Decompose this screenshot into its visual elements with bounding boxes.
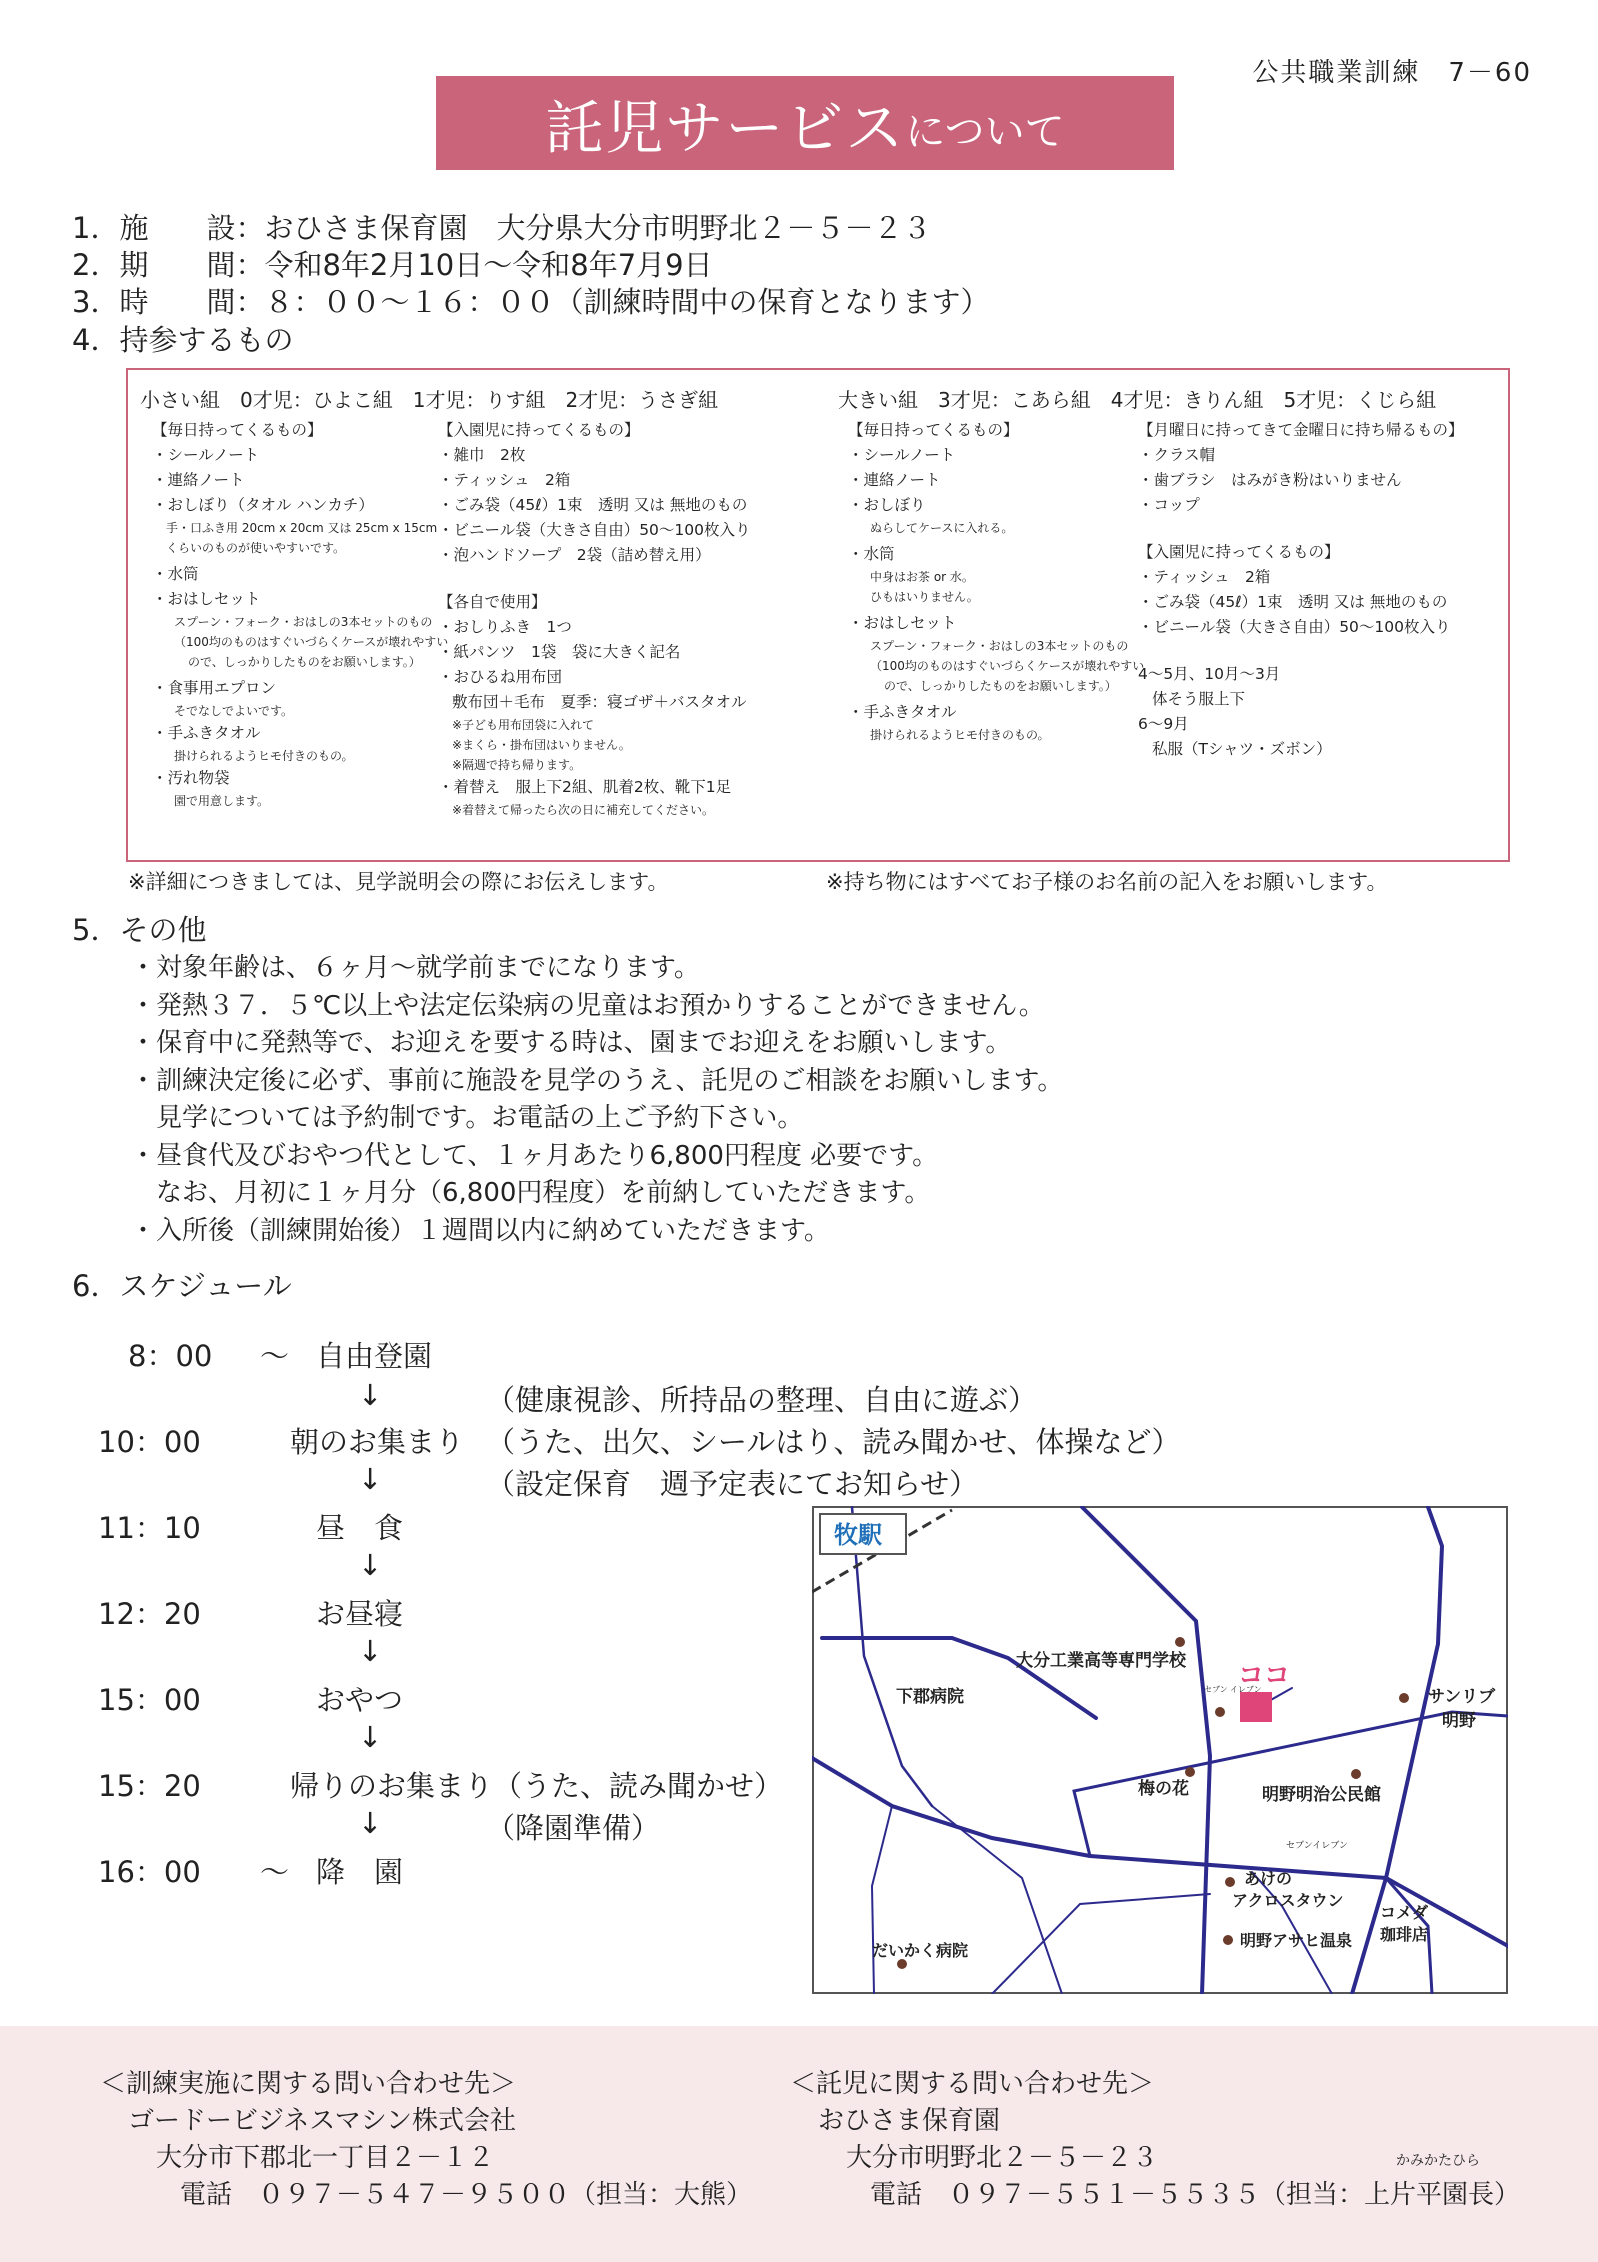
contact-company: おひさま保育園 <box>818 2106 1001 2136</box>
list-note: くらいのものが使いやすいです。 <box>166 541 346 555</box>
list-item: ・水筒 <box>152 565 199 583</box>
list-item: ・雑巾 2枚 <box>438 446 526 464</box>
school-dot <box>1175 1637 1185 1647</box>
list-heading: 【月曜日に持ってきて金曜日に持ち帰るもの】 <box>1138 421 1464 439</box>
asahi-dot <box>1223 1935 1233 1945</box>
list-item: ・手ふきタオル <box>152 724 261 742</box>
list-item: ・対象年齢は、６ヶ月～就学前までになります。 <box>130 953 700 983</box>
list-item: ・おはしセット <box>848 614 957 632</box>
contact-address: 大分市下郡北一丁目２－１２ <box>156 2143 495 2173</box>
list-item: ・おしぼり（タオル ハンカチ） <box>152 496 374 514</box>
akeno-dot <box>1225 1877 1235 1887</box>
list-item: ・シールノート <box>152 446 260 464</box>
list-note: 私服（Tシャツ・ズボン） <box>1152 740 1332 758</box>
other-heading: 5．その他 <box>72 913 207 947</box>
seven-dot <box>1215 1707 1225 1717</box>
map-seven1-label: セブン イレブン <box>1204 1685 1262 1694</box>
schedule-activity: 帰りのお集まり（うた、読み聞かせ） <box>290 1769 784 1803</box>
list-heading: 【毎日持ってくるもの】 <box>152 421 323 439</box>
list-item: ・ごみ袋（45ℓ）1束 透明 又は 無地のもの <box>1138 593 1448 611</box>
schedule-note: （降園準備） <box>486 1811 661 1845</box>
childcare-contact <box>790 2066 1520 2214</box>
map-asahi-label: 明野アサヒ温泉 <box>1240 1933 1353 1950</box>
list-item: ・ビニール袋（大きさ自由）50～100枚入り <box>438 521 751 539</box>
arrow-icon: ↓ <box>358 1462 383 1496</box>
list-item: 見学については予約制です。お電話の上ご予約下さい。 <box>130 1103 804 1133</box>
small-daily-list <box>152 418 448 811</box>
map-komeda-label: コメダ <box>1380 1905 1429 1922</box>
contact-footer <box>0 2026 1598 2262</box>
list-item: ・コップ <box>1138 496 1200 514</box>
list-note: ※隔週で持ち帰ります。 <box>452 758 582 772</box>
other-list <box>130 950 1063 1250</box>
list-note: 手・口ふき用 20cm x 20cm 又は 25cm x 15cm <box>166 521 438 535</box>
list-item: ・紙パンツ 1袋 袋に大きく記名 <box>438 643 681 661</box>
page-title: 託児サービス <box>545 94 906 162</box>
list-item: ・泡ハンドソープ 2袋（詰め替え用） <box>438 546 711 564</box>
map-daikaku-label: だいかく病院 <box>872 1943 969 1960</box>
schedule-time: 16：00 <box>98 1855 201 1889</box>
small-newcomer-list <box>438 418 751 820</box>
item-hours: 3．時 間：８：００～１６：００（訓練時間中の保育となります） <box>72 285 990 319</box>
contact-heading: ＜託児に関する問い合わせ先＞ <box>790 2069 1155 2099</box>
list-note: ※子ども用布団袋に入れて <box>452 718 595 732</box>
list-item: 4～5月、10月～3月 <box>1138 665 1281 683</box>
item-belongings: 4．持参するもの <box>72 323 294 357</box>
list-item: ・シールノート <box>848 446 956 464</box>
list-item: ・保育中に発熱等で、お迎えを要する時は、園までお迎えをお願いします。 <box>130 1028 1012 1058</box>
list-item: ・食事用エプロン <box>152 679 277 697</box>
list-heading: 【入園児に持ってくるもの】 <box>1138 543 1340 561</box>
list-item: ・入所後（訓練開始後）１週間以内に納めていただきます。 <box>130 1215 830 1246</box>
schedule-activity: お昼寝 <box>316 1597 404 1631</box>
schedule-time: 12：20 <box>98 1597 201 1631</box>
schedule-tilde: ～ <box>260 1339 290 1373</box>
map-akeno2-label: アクロスタウン <box>1232 1893 1344 1910</box>
schedule-activity: 昼 食 <box>316 1511 404 1545</box>
list-item: ・おはしセット <box>152 590 261 608</box>
list-item: ・汚れ物袋 <box>152 769 230 787</box>
list-item: ・おしぼり <box>848 496 926 514</box>
small-group-heading: 小さい組 0才児：ひよこ組 1才児：りす組 2才児：うさぎ組 <box>140 388 719 412</box>
list-note: ぬらしてケースに入れる。 <box>870 521 1014 535</box>
list-note: 掛けられるようヒモ付きのもの。 <box>870 728 1050 742</box>
map-here-label: ココ <box>1238 1660 1291 1690</box>
list-item: ・ティッシュ 2箱 <box>438 471 571 489</box>
map-sunlive-label: サンリブ <box>1428 1687 1496 1706</box>
here-marker <box>1240 1692 1272 1722</box>
list-heading: 【入園児に持ってくるもの】 <box>438 421 640 439</box>
list-heading: 【毎日持ってくるもの】 <box>848 421 1019 439</box>
list-item: ・水筒 <box>848 545 895 563</box>
list-item: ・発熱３７．５℃以上や法定伝染病の児童はお預かりすることができません。 <box>130 990 1045 1021</box>
belongings-box <box>126 368 1510 862</box>
item-facility: 1．施 設：おひさま保育園 大分県大分市明野北２－５－２３ <box>72 211 932 245</box>
schedule-time: 15：20 <box>98 1769 201 1803</box>
umenohana-dot <box>1185 1767 1195 1777</box>
list-note: （100均のものはすぐいづらくケースが壊れやすい <box>174 635 449 649</box>
schedule-time: 11：10 <box>98 1511 201 1545</box>
arrow-icon: ↓ <box>358 1806 383 1840</box>
large-weekly-list <box>1138 418 1464 762</box>
schedule-activity: おやつ <box>316 1683 404 1717</box>
list-item: ・訓練決定後に必ず、事前に施設を見学のうえ、託児のご相談をお願いします。 <box>130 1065 1064 1096</box>
contact-address: 大分市明野北２－５－２３ <box>846 2143 1159 2173</box>
list-note: 掛けられるようヒモ付きのもの。 <box>174 749 354 763</box>
schedule-activity: 降 園 <box>316 1855 404 1889</box>
list-note: ので、しっかりしたものをお願いします。） <box>188 655 421 669</box>
list-note: ※着替えて帰ったら次の日に補充してください。 <box>452 803 715 817</box>
list-item: ・連絡ノート <box>848 471 941 489</box>
list-note: スプーン・フォーク・おはしの3本セットのもの <box>870 639 1129 653</box>
map-akeno-label: あけの <box>1244 1871 1293 1888</box>
list-item: 6～9月 <box>1138 715 1189 733</box>
schedule-tilde: ～ <box>260 1855 290 1889</box>
contact-phone: 電話 ０９７－５５１－５５３５（担当：上片平園長） <box>870 2180 1521 2210</box>
item-period: 2．期 間：令和8年2月10日～令和8年7月9日 <box>72 248 713 282</box>
list-item: ・ビニール袋（大きさ自由）50～100枚入り <box>1138 618 1451 636</box>
schedule-heading: 6．スケジュール <box>72 1269 292 1303</box>
list-item: ・クラス帽 <box>1138 446 1216 464</box>
list-note: 中身はお茶 or 水。 <box>870 570 974 584</box>
list-item: ・ごみ袋（45ℓ）1束 透明 又は 無地のもの <box>438 496 748 514</box>
map-seven2-label: セブンイレブン <box>1286 1840 1348 1850</box>
map-kominkan-label: 明野明治公民館 <box>1262 1785 1381 1804</box>
schedule-activity: 自由登園 <box>316 1339 433 1373</box>
course-code: 公共職業訓練 7－60 <box>1252 58 1532 88</box>
list-item: ・歯ブラシ はみがき粉はいりません <box>1138 471 1402 489</box>
schedule-time: 8：00 <box>128 1339 213 1373</box>
arrow-icon: ↓ <box>358 1548 383 1582</box>
list-note: ので、しっかりしたものをお願いします。） <box>884 679 1117 693</box>
large-daily-list <box>848 418 1144 745</box>
page-title-suffix: について <box>905 108 1065 155</box>
list-note: 体そう服上下 <box>1152 690 1246 708</box>
kominkan-dot <box>1351 1769 1361 1779</box>
list-note: ※まくら・掛布団はいりません。 <box>452 738 631 752</box>
contact-company: ゴードービジネスマシン株式会社 <box>128 2106 517 2136</box>
map-umenohana-label: 梅の花 <box>1138 1779 1189 1798</box>
schedule-activity: 朝のお集まり <box>290 1425 465 1459</box>
note-names: ※持ち物にはすべてお子様のお名前の記入をお願いします。 <box>826 870 1388 894</box>
list-item: ・昼食代及びおやつ代として、１ヶ月あたり6,800円程度 必要です。 <box>130 1140 939 1171</box>
training-contact <box>100 2066 752 2214</box>
schedule-note: （設定保育 週予定表にてお知らせ） <box>486 1467 979 1501</box>
list-item: ・着替え 服上下2組、肌着2枚、靴下1足 <box>438 778 732 796</box>
note-details: ※詳細につきましては、見学説明会の際にお伝えします。 <box>128 870 669 894</box>
list-note: そでなしでよいです。 <box>174 704 294 718</box>
list-item: なお、月初に１ヶ月分（6,800円程度）を前納していただきます。 <box>130 1178 931 1208</box>
title-banner <box>436 76 1174 170</box>
sunlive-dot <box>1399 1693 1409 1703</box>
list-note: スプーン・フォーク・おはしの3本セットのもの <box>174 615 433 629</box>
arrow-icon: ↓ <box>358 1634 383 1668</box>
map-station-label: 牧駅 <box>834 1522 882 1549</box>
name-ruby: かみかたひら <box>1396 2153 1480 2169</box>
map-sunlive2-label: 明野 <box>1442 1711 1476 1730</box>
schedule-time: 15：00 <box>98 1683 201 1717</box>
access-map <box>812 1506 1508 1994</box>
list-note: 園で用意します。 <box>174 794 270 808</box>
list-note: ひもはいりません。 <box>870 590 979 604</box>
map-school-label: 大分工業高等専門学校 <box>1016 1651 1186 1670</box>
daikaku-dot <box>897 1959 907 1969</box>
list-item: ・連絡ノート <box>152 471 245 489</box>
list-item: ・おしりふき 1つ <box>438 618 572 636</box>
contact-heading: ＜訓練実施に関する問い合わせ先＞ <box>100 2069 517 2099</box>
list-note: 敷布団＋毛布 夏季：寝ゴザ＋バスタオル <box>452 693 747 711</box>
schedule-note: （うた、出欠、シールはり、読み聞かせ、体操など） <box>486 1425 1181 1459</box>
schedule-note: （健康視診、所持品の整理、自由に遊ぶ） <box>486 1383 1038 1417</box>
arrow-icon: ↓ <box>358 1378 383 1412</box>
list-item: ・手ふきタオル <box>848 703 957 721</box>
list-heading: 【各自で使用】 <box>438 593 547 611</box>
map-komeda2-label: 珈琲店 <box>1380 1927 1429 1944</box>
large-group-heading: 大きい組 3才児：こあら組 4才児：きりん組 5才児：くじら組 <box>838 388 1437 412</box>
schedule-time: 10：00 <box>98 1425 201 1459</box>
list-item: ・おひるね用布団 <box>438 668 563 686</box>
arrow-icon: ↓ <box>358 1720 383 1754</box>
map-hospital-label: 下郡病院 <box>896 1687 964 1706</box>
list-note: （100均のものはすぐいづらくケースが壊れやすい <box>870 659 1145 673</box>
list-item: ・ティッシュ 2箱 <box>1138 568 1271 586</box>
contact-phone: 電話 ０９７－５４７－９５００（担当：大熊） <box>180 2180 753 2210</box>
